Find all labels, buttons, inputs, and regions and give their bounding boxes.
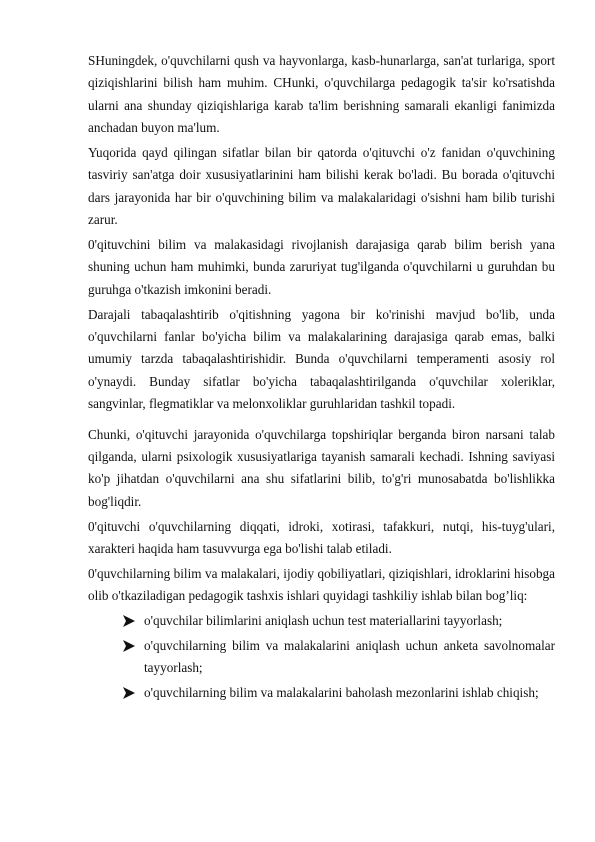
task-list <box>88 610 555 704</box>
arrowhead-bullet-icon <box>122 640 136 652</box>
list-item-text: o'quvchilarning bilim va malakalarini aniqlash uchun anketa savolnomalar tayyorlash; <box>144 637 555 676</box>
list-item <box>122 682 555 704</box>
arrowhead-bullet-icon <box>122 687 136 699</box>
list-item-text: o'quvchilarning bilim va malakalarini baholash mezonlarini ishlab chiqish; <box>144 685 539 701</box>
arrowhead-bullet-icon <box>122 615 136 627</box>
paragraph-interests: SHuningdek, o'quvchilarni qush va hayvonlarga, kasb-hunarlarga, san'at turlariga, sport qiziqishlarini bilish ham muhim. CHunki, o'quvchilarga pedagogik ta'sir ko'rsatishda ularni ana shunday qiziqishlariga karab ta'lim berishning samarali ekanligi fanimizda anchadan buyon ma'lum. <box>88 53 555 136</box>
document-body <box>88 50 555 707</box>
list-item-text: o'quvchilar bilimlarini aniqlash uchun test materiallarini tayyorlash; <box>144 613 503 629</box>
paragraph-psychology: Chunki, o'qituvchi jarayonida o'quvchilarga topshiriqlar berganda biron narsani talab qilganda, ularni psixologik xususiyatlariga tayanish samarali kechadi. Ishning saviyasi ko'p jihatdan o'quvchilarni ana shu sifatlarini bilib, to'g'ri munosabatda bo'lishlikka bog'liqdir. <box>88 426 555 509</box>
paragraph-teacher-qualities: Yuqorida qayd qilingan sifatlar bilan bir qatorda o'qituvchi o'z fanidan o'quvchining tasviriy san'atga doir xususiyatlarinini ham bilishi kerak bo'ladi. Bu borada o'qituvchi dars jarayonida har bir o'quvchining bilim va malakalaridagi o'sishni ham bilib turishi zarur. <box>88 145 555 228</box>
list-item <box>122 610 555 632</box>
paragraph-attention: 0'qituvchi o'quvchilarning diqqati, idroki, xotirasi, tafakkuri, nutqi, his-tuyg'ulari, xarakteri haqida ham tasuvvurga ega bo'lishi talab etiladi. <box>88 518 555 557</box>
list-item <box>122 635 555 680</box>
paragraph-differentiation: Darajali tabaqalashtirib o'qitishning yagona bir ko'rinishi mavjud bo'lib, unda o'quvchilarni fanlar bo'yicha bilim va malakalarining darajasiga qarab emas, balki umumiy tarzda tabaqalashtirishidir. Bunda o'quvchilarni temperamenti asosiy rol o'ynaydi. Bunday sifatlar bo'yicha tabaqalashtirilganda o'quvchilar xoleriklar, sangvinlar, flegmatiklar va melonxoliklar guruhlaridan tashkil topadi. <box>88 306 555 412</box>
paragraph-level-grouping: 0'qituvchini bilim va malakasidagi rivojlanish darajasiga qarab bilim berish yana shuning uchun ham muhimki, bunda zaruriyat tug'ilganda o'quvchilarni u guruhdan bu guruhga o'tkazish imkonini beradi. <box>88 237 555 297</box>
paragraph-diagnostics: 0'quvchilarning bilim va malakalari, ijodiy qobiliyatlari, qiziqishlari, idroklarini hisobga olib o'tkaziladigan pedagogik tashxis ishlari quyidagi tashkiliy ishlab bilan bog’liq: <box>88 565 555 604</box>
